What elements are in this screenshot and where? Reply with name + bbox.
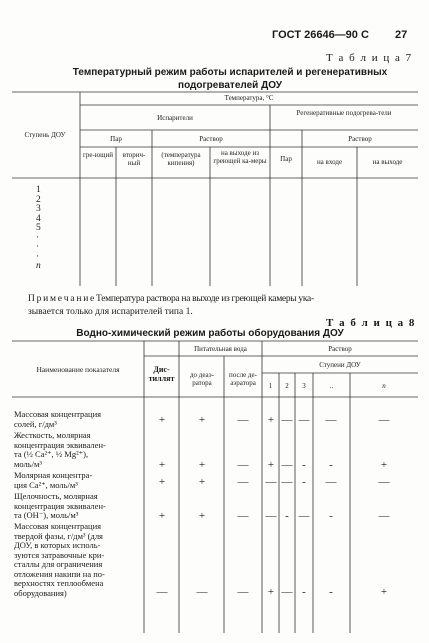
col-boiling-header: (температура кипения) xyxy=(161,151,201,167)
stage-col-header: 2 xyxy=(285,382,289,390)
mark-cell: — xyxy=(378,476,390,488)
row-label: 2 xyxy=(36,194,41,205)
label-line: та (OH⁻), моль/м³ xyxy=(14,510,79,520)
col-feedwater-header: Питательная вода xyxy=(194,345,247,353)
row-label: n xyxy=(36,261,41,271)
mark-cell: + xyxy=(267,459,275,471)
mark-cell: — xyxy=(325,476,337,488)
table8-title: Водно-химический режим работы оборудования ДОУ xyxy=(76,328,344,339)
label-line: ция Ca²⁺, моль/м³ xyxy=(14,479,78,490)
stage-col-header: 3 xyxy=(302,382,306,390)
table8-caption: Т а б л и ц а 8 xyxy=(326,317,416,329)
row-label-solid-phase xyxy=(14,522,142,598)
label-line: сталлы для ограничения xyxy=(14,559,103,569)
label-line: Жесткость, молярная xyxy=(14,430,91,440)
standard-header: ГОСТ 26646—90 С xyxy=(272,29,369,41)
row-label: · xyxy=(36,242,40,252)
stage-col-header: 1 xyxy=(268,382,273,390)
col-inlet-header: на входе xyxy=(316,158,343,166)
row-label: 1 xyxy=(36,185,41,195)
mark-cell: — xyxy=(237,459,249,471)
mark-cell: + xyxy=(267,586,275,598)
mark-cell: - xyxy=(302,586,306,598)
page-number: 27 xyxy=(395,29,408,41)
col-before-deaerator-header: до деаэ-ратора xyxy=(189,371,214,387)
mark-cell: + xyxy=(267,414,275,426)
mark-cell: — xyxy=(281,476,293,488)
mark-cell: + xyxy=(158,414,166,426)
col-distillate-header: Дис-тиллят xyxy=(148,365,175,383)
table7-caption: Т а б л и ц а 7 xyxy=(326,52,413,64)
mark-cell: — xyxy=(298,510,310,522)
label-line: Массовая концентрация xyxy=(14,521,102,531)
mark-cell: - xyxy=(329,510,333,522)
mark-cell: - xyxy=(302,459,306,471)
label-line: верхностях теплообмена xyxy=(14,578,104,588)
mark-cell: + xyxy=(380,586,388,598)
mark-cell: — xyxy=(281,459,293,471)
col-outlet-chamber-header: на выходе из греющей ка-меры xyxy=(213,149,267,165)
col-heating-header: гре-ющий xyxy=(83,151,113,159)
label-line: Молярная концентра- xyxy=(14,470,93,480)
col-steam-header: Пар xyxy=(110,135,122,143)
mark-cell: + xyxy=(198,414,206,426)
mark-cell: + xyxy=(198,510,206,522)
mark-cell: — xyxy=(281,414,293,426)
mark-cell: — xyxy=(325,414,337,426)
mark-cell: — xyxy=(156,586,168,598)
row-label: 4 xyxy=(36,213,41,224)
mark-cell: + xyxy=(380,459,388,471)
row-label: 3 xyxy=(36,204,41,214)
row-label-hardness xyxy=(14,431,142,469)
row-label: · xyxy=(36,251,40,262)
row-label-alkalinity xyxy=(14,492,142,521)
label-line: моль/м³ xyxy=(14,458,42,469)
note-line2: зывается только для испарителей типа 1. xyxy=(28,307,193,317)
col-solution-header: Раствор xyxy=(328,345,352,353)
mark-cell: — xyxy=(281,586,293,598)
label-line: та (½ Ca²⁺, ½ Mg²⁺), xyxy=(14,449,89,459)
col-evaporators-header: Испарители xyxy=(157,114,193,122)
mark-cell: - xyxy=(285,510,289,522)
col-after-deaerator-header: после де-аэратора xyxy=(229,371,257,387)
col-stage-header: Ступень ДОУ xyxy=(24,131,66,139)
mark-cell: — xyxy=(237,510,249,522)
table7-title-line1: Температурный режим работы испарителей и регенеративных xyxy=(72,67,388,78)
col-stages-header: Ступени ДОУ xyxy=(319,361,361,369)
col-steam2-header: Пар xyxy=(280,155,292,163)
mark-cell: — xyxy=(237,476,249,488)
stage-col-header: .. xyxy=(329,382,334,390)
stage-col-header: n xyxy=(382,382,386,390)
label-line: Щелочность, молярная xyxy=(14,491,98,501)
label-line: солей, г/дм³ xyxy=(14,418,57,429)
mark-cell: + xyxy=(158,510,166,522)
mark-cell: — xyxy=(378,414,390,426)
mark-cell: — xyxy=(237,414,249,426)
row-label-calcium xyxy=(14,471,142,490)
mark-cell: + xyxy=(158,459,166,471)
mark-cell: - xyxy=(329,586,333,598)
mark-cell: — xyxy=(298,414,310,426)
col-outlet-header: на выходе xyxy=(372,158,403,166)
label-line: концентрация эквивален- xyxy=(14,500,106,511)
label-line: зуются затравочные кри- xyxy=(14,549,105,560)
mark-cell: + xyxy=(198,476,206,488)
label-line: Массовая концентрация xyxy=(14,409,102,419)
col-regen-header: Регенеративные подогрева-тели xyxy=(296,109,392,117)
col-indicator-header: Наименование показателя xyxy=(36,365,120,374)
row-label-salts xyxy=(14,410,142,429)
col-secondary-header: вторич-ный xyxy=(122,151,146,167)
note-line1: П р и м е ч а н и е Температура раствора на выходе из греющей камеры ука- xyxy=(28,294,314,304)
mark-cell: — xyxy=(265,476,277,488)
col-solution-header: Раствор xyxy=(199,135,223,143)
col-solution2-header: Раствор xyxy=(348,135,372,143)
row-label: 5 xyxy=(36,223,41,233)
row-label: · xyxy=(36,232,40,243)
label-line: ДОУ, в которых исполь- xyxy=(14,540,101,550)
mark-cell: + xyxy=(158,476,166,488)
mark-cell: — xyxy=(265,510,277,522)
label-line: концентрация эквивален- xyxy=(14,439,106,450)
mark-cell: + xyxy=(198,459,206,471)
mark-cell: — xyxy=(378,510,390,522)
label-line: оборудования) xyxy=(14,587,67,598)
mark-cell: - xyxy=(302,476,306,488)
mark-cell: - xyxy=(329,459,333,471)
col-temperature-header: Температура, °С xyxy=(224,94,274,102)
label-line: твердой фазы, г/дм³ (для xyxy=(14,530,103,541)
mark-cell: — xyxy=(237,586,249,598)
table7-title-line2: подогревателей ДОУ xyxy=(178,80,282,91)
mark-cell: — xyxy=(196,586,208,598)
label-line: отложения накипи на по- xyxy=(14,568,105,579)
